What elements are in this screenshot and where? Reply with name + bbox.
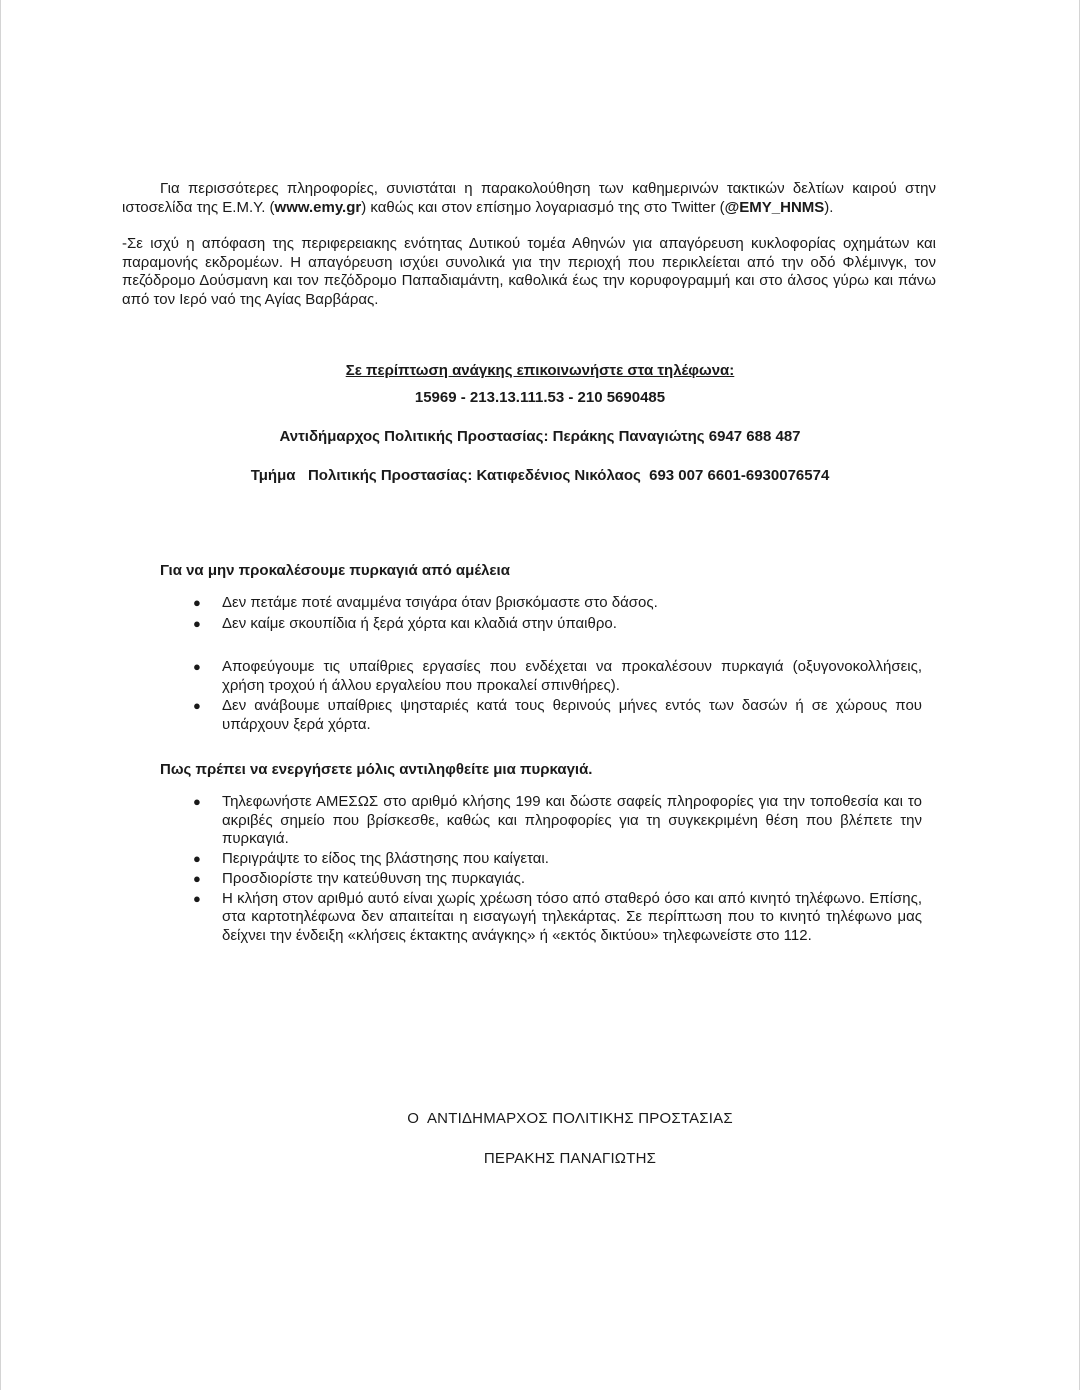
- bullet-icon: ●: [193, 850, 201, 866]
- intro-text-start: Για περισσότερες πληροφορίες, συνιστάται η παρακολούθηση των καθημερινών τακτικών δελτίων καιρού στην ιστοσελίδα της Ε.Μ.Υ. (: [122, 180, 936, 216]
- signature-title: Ο ΑΝΤΙΔΗΜΑΡΧΟΣ ΠΟΛΙΤΙΚΗΣ ΠΡΟΣΤΑΣΙΑΣ: [407, 1110, 733, 1127]
- bullet-icon: ●: [193, 890, 201, 906]
- intro-paragraph-weather: [122, 180, 936, 217]
- list-item: ● Η κλήση στον αριθμό αυτό είναι χωρίς χρέωση τόσο από σταθερό όσο και από κινητό τηλέφωνο. Επίσης, στα καρτοτηλέφωνα δεν απαιτείται η εισαγωγή τηλεκάρτας. Σε περίπτωση που το κινητό τηλέφωνο μας δείχνει την ένδειξη «κλήσεις έκτακτης ανάγκης» ή «εκτός δικτύου» τηλεφωνείστε στο 112.: [193, 889, 922, 944]
- bullet-icon: ●: [193, 615, 201, 631]
- bullet-icon: ●: [193, 794, 201, 809]
- twitter-handle[interactable]: @EMY_HNMS: [724, 198, 825, 216]
- bullet-icon: ●: [193, 595, 201, 610]
- list-item: ● Τηλεφωνήστε ΑΜΕΣΩΣ στο αριθμό κλήσης 199 και δώστε σαφείς πληροφορίες για την τοποθεσία και το ακριβές σημείο που βρίσκεσθε, καθώς και πληροφορίες για τη συγκεκριμένη θέση που βλέπετε την πυρκαγιά.: [193, 793, 922, 847]
- bullet-icon: ●: [193, 698, 201, 713]
- signature-name: ΠΕΡΑΚΗΣ ΠΑΝΑΓΙΩΤΗΣ: [483, 1150, 657, 1167]
- list-item: ● Δεν καίμε σκουπίδια ή ξερά χόρτα και κλαδιά στην ύπαιθρο.: [193, 614, 617, 632]
- list-item: ● Δεν πετάμε ποτέ αναμμένα τσιγάρα όταν βρισκόμαστε στο δάσος.: [193, 594, 658, 611]
- response-list: [0, 793, 1080, 945]
- emergency-numbers: 15969 - 213.13.111.53 - 210 5690485: [414, 389, 666, 406]
- list-item: ● Προσδιορίστε την κατεύθυνση της πυρκαγιάς.: [193, 870, 526, 887]
- intro-paragraph-ban: -Σε ισχύ η απόφαση της περιφερειακης ενότητας Δυτικού τομέα Αθηνών για απαγόρευση κυκλοφορίας οχημάτων και παραμονής εκδρομέων. Η απαγόρευση ισχύει συνολικά για την περιοχή που περικλείεται από την οδό Φλέμινγκ, τον πεζόδρομο Δούσμανη και τον πεζόδρομο Παπαδιαμάντη, καθολικά έως την κορυφογραμμή και στο άλσος γύρω και πάνω από τον Ιερό ναό της Αγίας Βαρβάρας.: [122, 235, 936, 308]
- bullet-icon: ●: [193, 659, 201, 674]
- prevention-list: [0, 594, 1080, 734]
- list-item: ● Περιγράψτε το είδος της βλάστησης που καίγεται.: [193, 849, 549, 867]
- deputy-mayor-contact: Αντιδήμαρχος Πολιτικής Προστασίας: Περάκης Παναγιώτης 6947 688 487: [279, 428, 801, 445]
- emergency-heading: Σε περίπτωση ανάγκης επικοινωνήστε στα τηλέφωνα:: [345, 362, 735, 379]
- intro-text-middle: ) καθώς και στον επίσημο λογαριασμό της στο Twitter (: [361, 198, 725, 216]
- prevention-heading: Για να μην προκαλέσουμε πυρκαγιά από αμέλεια: [160, 562, 510, 579]
- list-item: ● Αποφεύγουμε τις υπαίθριες εργασίες που ενδέχεται να προκαλέσουν πυρκαγιά (οξυγονοκολλήσεις, χρήση τροχού ή άλλου εργαλείου που προκαλεί σπινθήρες).: [193, 658, 922, 694]
- response-heading: Πως πρέπει να ενεργήσετε μόλις αντιληφθείτε μια πυρκαγιά.: [160, 761, 593, 778]
- intro-text-end: ).: [824, 198, 834, 216]
- bullet-icon: ●: [193, 871, 201, 886]
- list-item: ● Δεν ανάβουμε υπαίθριες ψησταριές κατά τους θερινούς μήνες εντός των δασών ή σε χώρους που υπάρχουν ξερά χόρτα.: [193, 697, 922, 733]
- department-contact: Τμήμα Πολιτικής Προστασίας: Κατιφεδένιος Νικόλαος 693 007 6601-6930076574: [250, 467, 830, 484]
- emy-website-link[interactable]: www.emy.gr: [274, 198, 362, 216]
